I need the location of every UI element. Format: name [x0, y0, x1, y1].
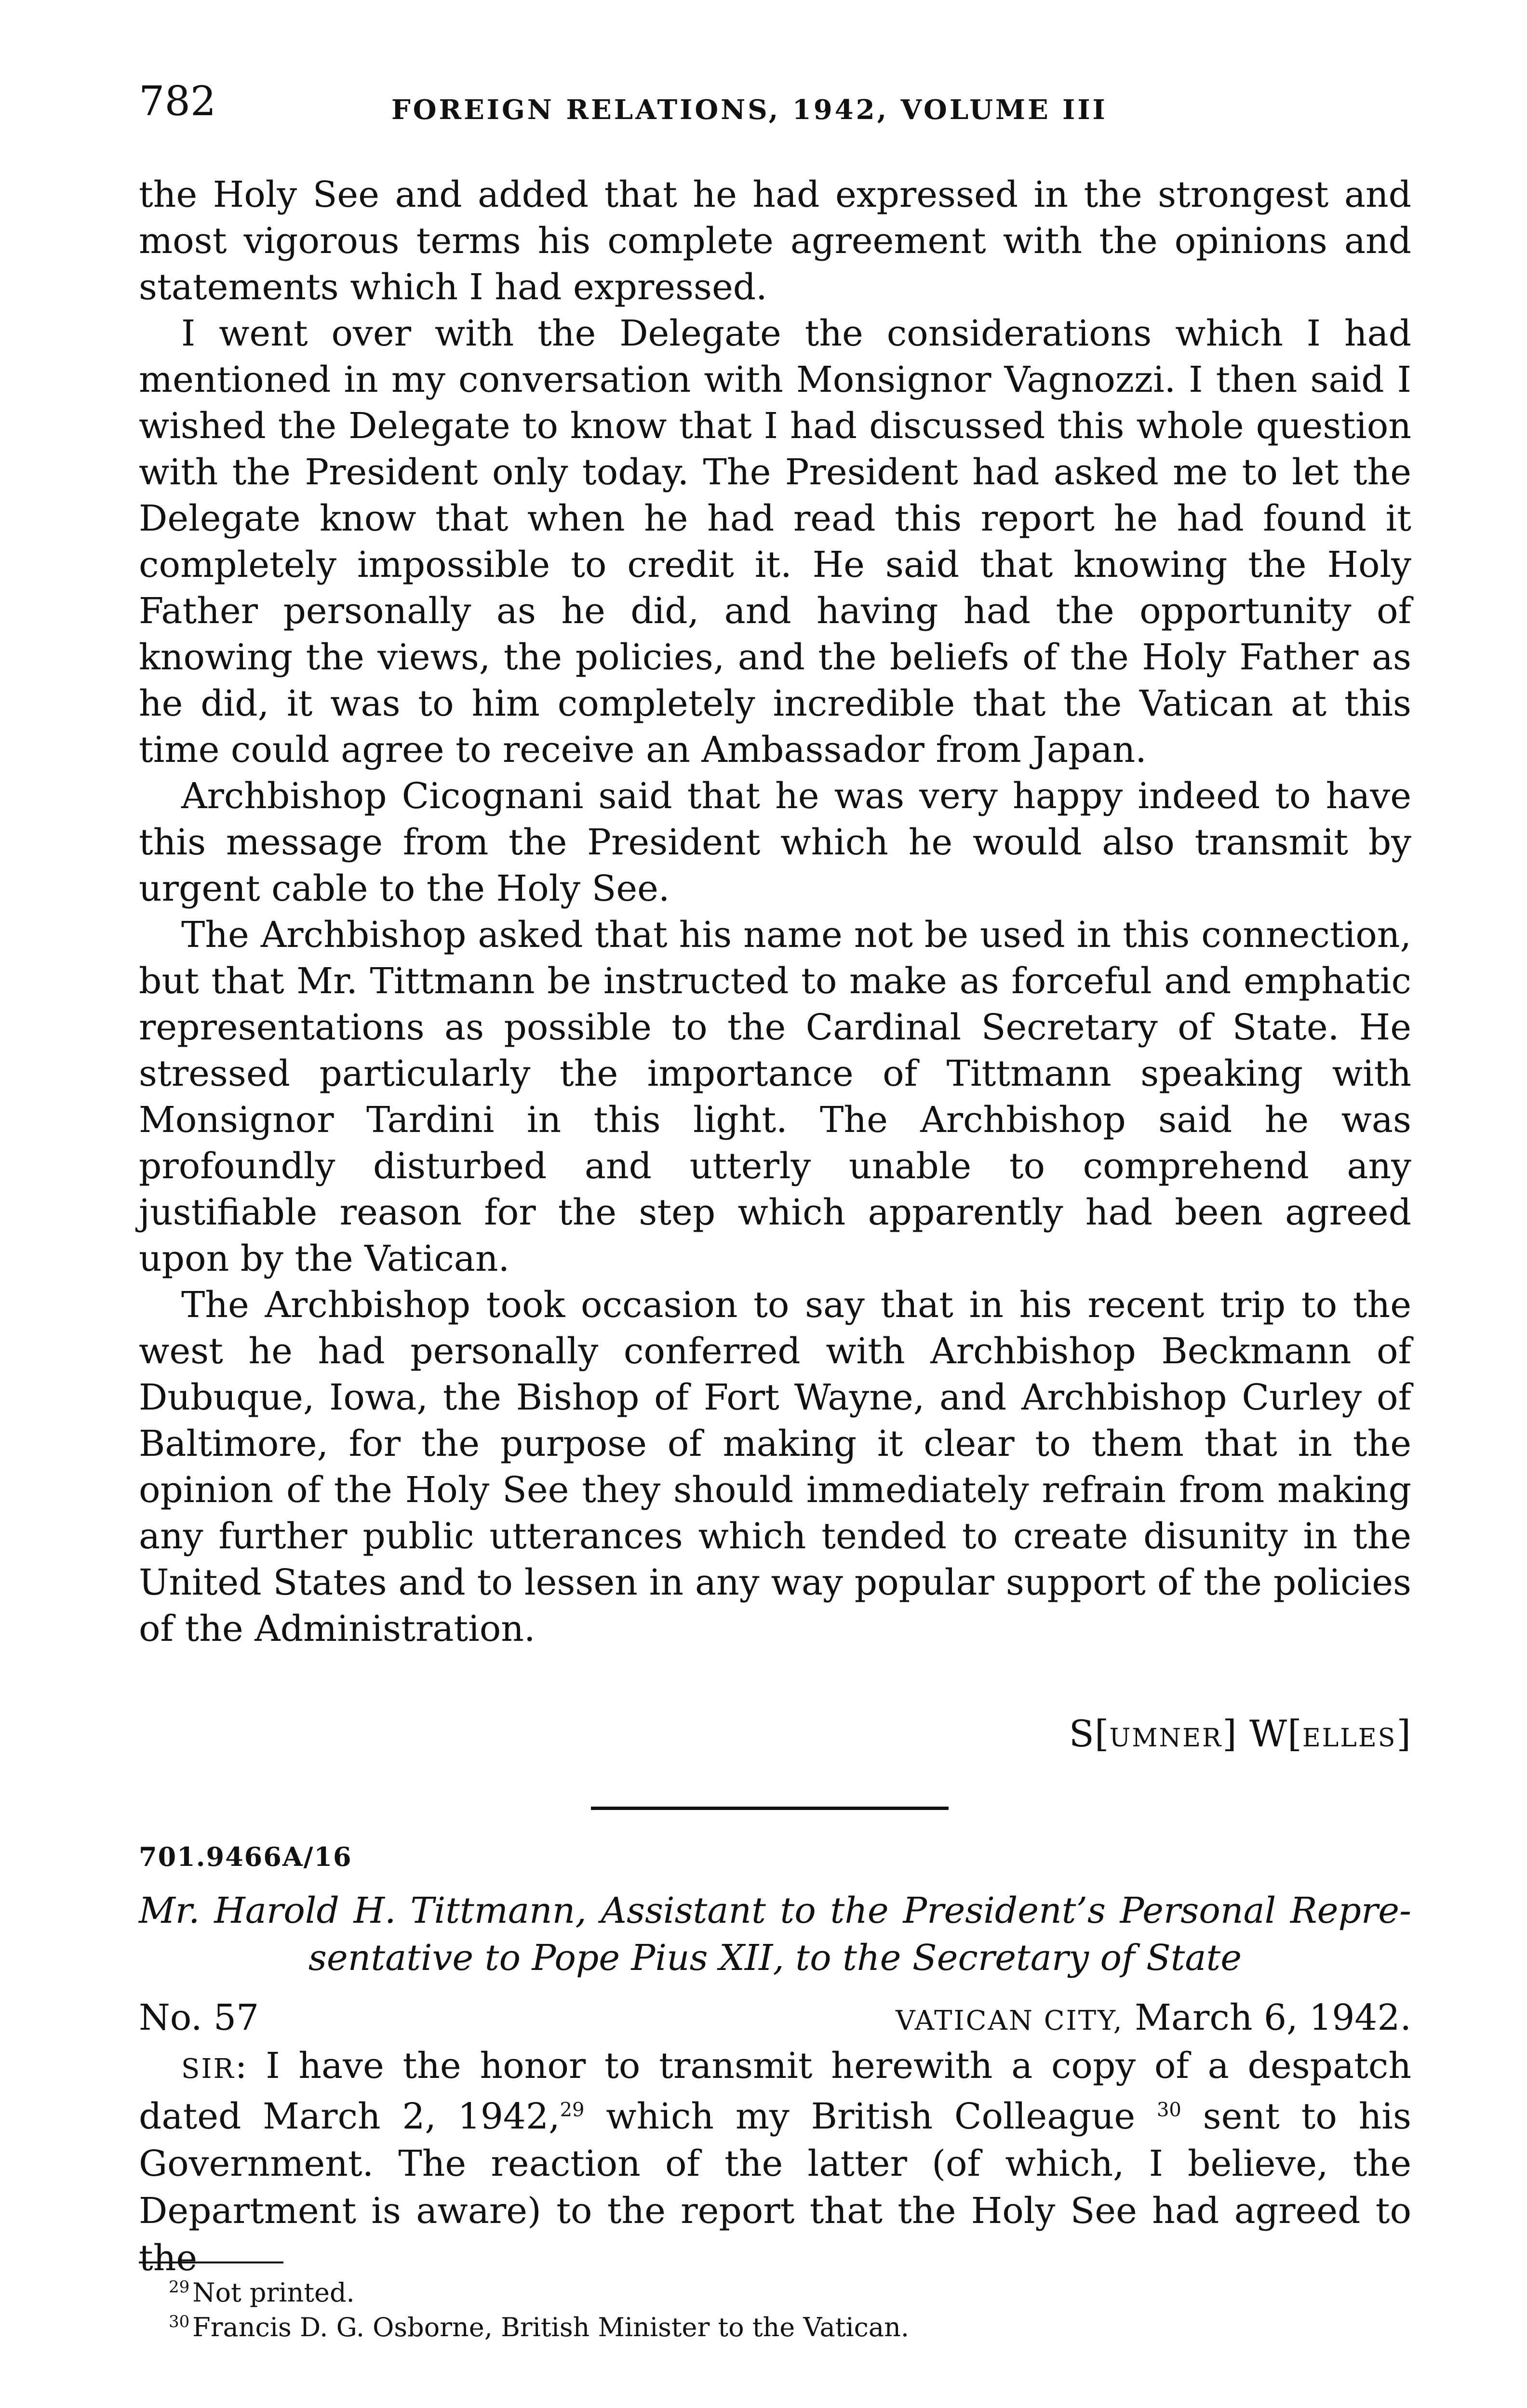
footnote: [169, 2310, 1374, 2345]
document-heading: [139, 1887, 1411, 1982]
section-divider: [591, 1807, 949, 1810]
dispatch-place: VATICAN CITY,: [896, 2005, 1124, 2036]
running-head: FOREIGN RELATIONS, 1942, VOLUME III: [391, 94, 1108, 126]
signature-umner: UMNER: [1109, 1724, 1223, 1753]
letter-text-part: : I have the honor to transmit herewith a copy of a despatch dated March 2, 1942,: [139, 2045, 1411, 2137]
letter-paragraph: [139, 2042, 1411, 2282]
body-text: [139, 172, 1411, 1652]
dispatch-place-date: [896, 1997, 1411, 2038]
page-number: 782: [139, 78, 216, 125]
paragraph: The Archbishop took occasion to say that in his recent trip to the west he had personally conferred with Archbishop Beckmann of Dubuque, Iowa, the Bishop of Fort Wayne, and Archbishop Curley of Baltimore, for the purpose of making it clear to them that in the opinion of the Holy See they should immediately refrain from making any further public utterances which tended to create disunity in the United States and to lessen in any way popular support of the policies of the Administration.: [139, 1284, 1411, 1650]
signature: [1069, 1712, 1411, 1755]
footnote-reference: 29: [560, 2099, 585, 2121]
footnote: [169, 2275, 1374, 2310]
signature-elles: ELLES: [1302, 1724, 1397, 1753]
file-number: 701.9466A/16: [139, 1841, 352, 1872]
footnote-mark: 30: [169, 2312, 190, 2331]
document-heading-line: Mr. Harold H. Tittmann, Assistant to the President’s Personal Repre-: [139, 1890, 1411, 1931]
letter-text-part: which my British Colleague: [584, 2096, 1157, 2137]
footnotes: [169, 2275, 1374, 2345]
footnote-reference: 30: [1156, 2099, 1181, 2121]
document-heading-line: sentative to Pope Pius XII, to the Secretary of State: [308, 1937, 1242, 1979]
signature-initial-s: S[: [1069, 1712, 1110, 1755]
letter-text: [139, 2042, 1411, 2282]
paragraph-continued: the Holy See and added that he had expressed in the strongest and most vigorous terms his complete agreement with the opinions and statements which I had expressed.: [139, 174, 1411, 308]
signature-initial-w: ] W[: [1222, 1712, 1302, 1755]
letter-text-part: sent to his Government. The reaction of the latter (of which, I believe, the Department is aware) to the report that the Holy See had agreed to the: [139, 2096, 1412, 2279]
dispatch-date: March 6, 1942.: [1135, 1997, 1411, 2038]
footnote-mark: 29: [169, 2277, 190, 2297]
dispatch-number: No. 57: [139, 1997, 259, 2038]
footnote-text: Francis D. G. Osborne, British Minister to the Vatican.: [192, 2312, 910, 2342]
signature-close: ]: [1396, 1712, 1411, 1755]
paragraph: I went over with the Delegate the considerations which I had mentioned in my conversation with Monsignor Vagnozzi. I then said I wished the Delegate to know that I had discussed this whole question with the President only today. The President had asked me to let the Delegate know that when he had read this report he had found it completely impossible to credit it. He said that knowing the Holy Father personally as he did, and having had the opportunity of knowing the views, the policies, and the beliefs of the Holy Father as he did, it was to him completely incredible that the Vatican at this time could agree to receive an Ambassador from Japan.: [139, 313, 1411, 771]
salutation: SIR: [181, 2053, 235, 2085]
footnote-divider: [139, 2262, 283, 2263]
paragraph: The Archbishop asked that his name not be used in this connection, but that Mr. Tittmann be instructed to make as forceful and emphatic representations as possible to the Cardinal Secretary of State. He stressed particularly the importance of Tittmann speaking with Monsignor Tardini in this light. The Archbishop said he was profoundly disturbed and utterly unable to comprehend any justifiable reason for the step which apparently had been agreed upon by the Vatican.: [139, 914, 1411, 1279]
footnote-text: Not printed.: [192, 2277, 355, 2308]
paragraph: Archbishop Cicognani said that he was very happy indeed to have this message from the President which he would also transmit by urgent cable to the Holy See.: [139, 775, 1411, 909]
